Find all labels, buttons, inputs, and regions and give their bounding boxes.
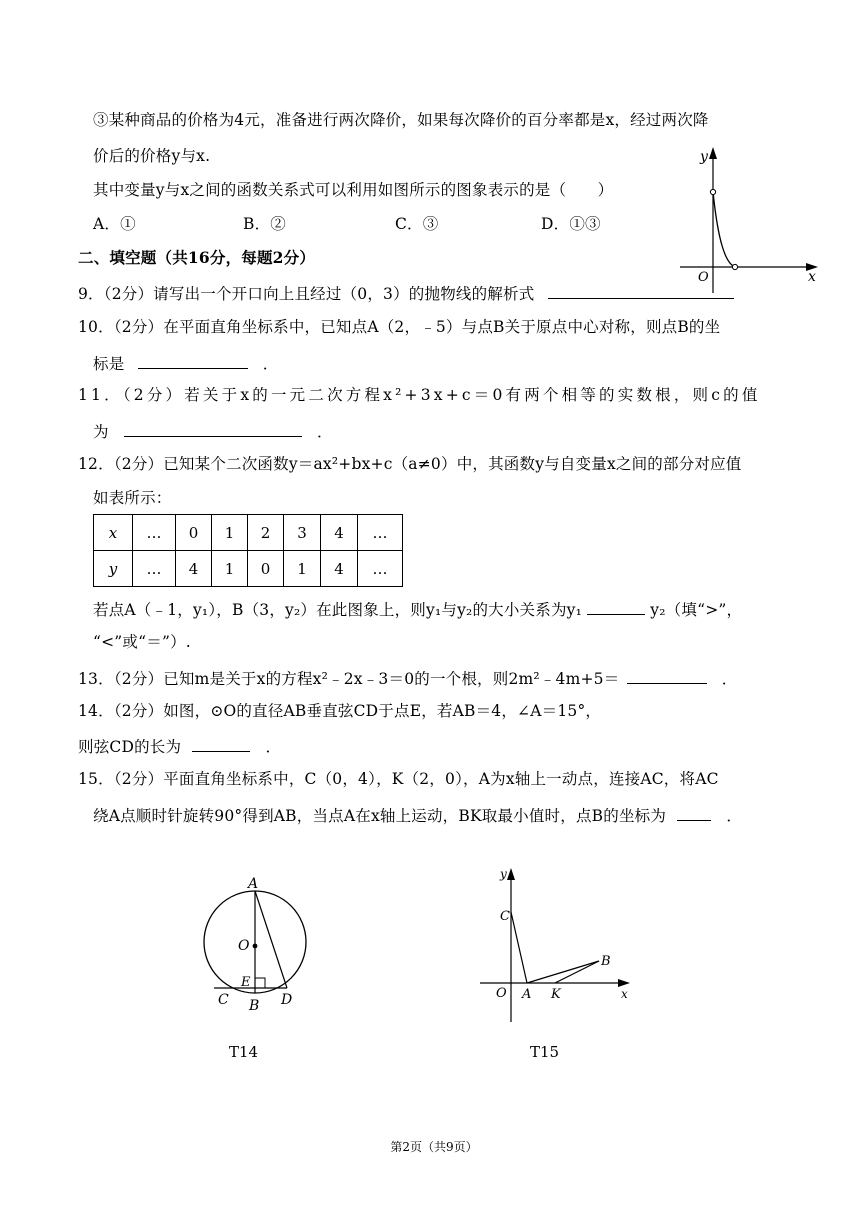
t15-label-b: B <box>601 954 611 969</box>
q13-answer-blank[interactable] <box>627 667 707 684</box>
q8-stem: 其中变量y与x之间的函数关系式可以利用如图所示的图象表示的是（ ） <box>93 181 614 199</box>
q12-x-value: 0 <box>176 515 212 551</box>
t14-label-d: D <box>281 992 293 1008</box>
q12-y-header: y <box>94 551 133 587</box>
q12-y-value: 1 <box>212 551 248 587</box>
t15-label-o: O <box>496 986 507 1001</box>
t15-label-a: A <box>522 987 532 1002</box>
page-footer: 第2页（共9页） <box>390 1140 478 1154</box>
q10-answer-blank[interactable] <box>138 352 248 369</box>
q12-y-value: 1 <box>284 551 321 587</box>
q12-line3 <box>93 598 742 620</box>
t14-label-a: A <box>248 876 259 892</box>
q9-stem: 9．（2分）请写出一个开口向上且经过（0，3）的抛物线的解析式 <box>78 285 535 303</box>
t14-label-c: C <box>218 992 229 1008</box>
q12-y-value: 4 <box>321 551 358 587</box>
q8-item3-line2: 价后的价格y与x. <box>93 147 211 165</box>
q12-x-value: 3 <box>284 515 321 551</box>
q12-y-value: 0 <box>248 551 284 587</box>
q10-line2-post: ． <box>262 355 279 373</box>
table-row <box>94 551 403 587</box>
q10-line2-pre: 标是 <box>93 355 125 373</box>
q12-x-value: … <box>358 515 403 551</box>
q12-x-value: 4 <box>321 515 358 551</box>
q12-x-header: x <box>94 515 133 551</box>
q10-line2 <box>93 352 278 374</box>
q13-post: ． <box>721 670 738 688</box>
q8-option-b: B．② <box>243 215 286 233</box>
q15-line2-pre: 绕A点顺时针旋转90°得到AB，当点A在x轴上运动，BK取最小值时，点B的坐标为 <box>93 807 667 825</box>
t14-caption: T14 <box>229 1043 259 1061</box>
q14-line1: 14．（2分）如图，⊙O的直径AB垂直弦CD于点E，若AB＝4，∠A＝15°， <box>78 702 602 720</box>
q12-line4: “<”或“＝”）. <box>93 633 191 651</box>
q13-stem: 13．（2分）已知m是关于x的方程x²﹣2x﹣3＝0的一个根，则2m²﹣4m+5＝ <box>78 670 620 688</box>
q12-value-table <box>93 514 403 587</box>
table-row <box>94 515 403 551</box>
q8-graph-y-label: y <box>700 149 708 165</box>
q8-option-d: D．①③ <box>541 215 601 233</box>
q11-line2-pre: 为 <box>93 423 109 441</box>
q8-graph-origin-label: O <box>698 270 709 285</box>
q15-line2-post: ． <box>726 807 743 825</box>
q14-answer-blank[interactable] <box>192 735 250 752</box>
q14-line2-pre: 则弦CD的长为 <box>78 738 182 756</box>
q12-x-value: 2 <box>248 515 284 551</box>
q12-line3-post: y₂（填“>”， <box>650 601 743 619</box>
q9-answer-blank[interactable] <box>548 282 734 299</box>
q15-answer-blank[interactable] <box>677 804 711 821</box>
q11-line2 <box>93 420 333 442</box>
q15-line1: 15．（2分）平面直角坐标系中，C（0，4），K（2，0），A为x轴上一动点，连接AC，将AC <box>78 770 719 788</box>
q12-x-value: … <box>133 515 176 551</box>
t15-label-k: K <box>551 987 561 1002</box>
q10-line1: 10．（2分）在平面直角坐标系中，已知点A（2，﹣5）与点B关于原点中心对称，则点B的坐 <box>78 318 721 336</box>
t15-label-c: C <box>500 909 510 924</box>
q12-x-value: 1 <box>212 515 248 551</box>
q8-option-a: A．① <box>93 215 136 233</box>
section2-title: 二、填空题（共16分，每题2分） <box>78 248 316 267</box>
q12-answer-blank[interactable] <box>587 598 645 615</box>
q8-graph <box>680 145 820 295</box>
t14-label-e: E <box>241 975 251 990</box>
q12-line3-pre: 若点A（﹣1，y₁），B（3，y₂）在此图象上，则y₁与y₂的大小关系为y₁ <box>93 601 583 619</box>
q13-text <box>78 667 737 689</box>
q12-y-value: 4 <box>176 551 212 587</box>
q14-line2 <box>78 735 281 757</box>
q15-line2 <box>93 804 742 826</box>
figure-t14 <box>200 872 320 1017</box>
q8-option-c: C．③ <box>395 215 439 233</box>
q11-answer-blank[interactable] <box>124 420 302 437</box>
q8-item3-line1: ③某种商品的价格为4元，准备进行两次降价，如果每次降价的百分率都是x，经过两次降 <box>93 111 709 129</box>
t14-label-b: B <box>249 998 260 1014</box>
t15-label-x: x <box>621 987 628 1001</box>
t15-label-y: y <box>500 867 507 881</box>
q12-line2: 如表所示： <box>93 489 172 507</box>
q9-text <box>78 282 734 304</box>
q12-line1: 12．（2分）已知某个二次函数y＝ax²+bx+c（a≠0）中，其函数y与自变量x之间的部分对应值 <box>78 455 742 473</box>
t14-label-o: O <box>238 938 250 954</box>
q12-y-value: … <box>358 551 403 587</box>
q12-y-value: … <box>133 551 176 587</box>
figure-t15 <box>480 862 640 1027</box>
t15-caption: T15 <box>530 1043 560 1061</box>
q11-line1: 11．（2分）若关于x的一元二次方程x²+3x+c＝0有两个相等的实数根，则c的值 <box>78 386 761 404</box>
q11-line2-post: ． <box>316 423 333 441</box>
q8-graph-x-label: x <box>808 269 816 285</box>
q14-line2-post: ． <box>265 738 282 756</box>
